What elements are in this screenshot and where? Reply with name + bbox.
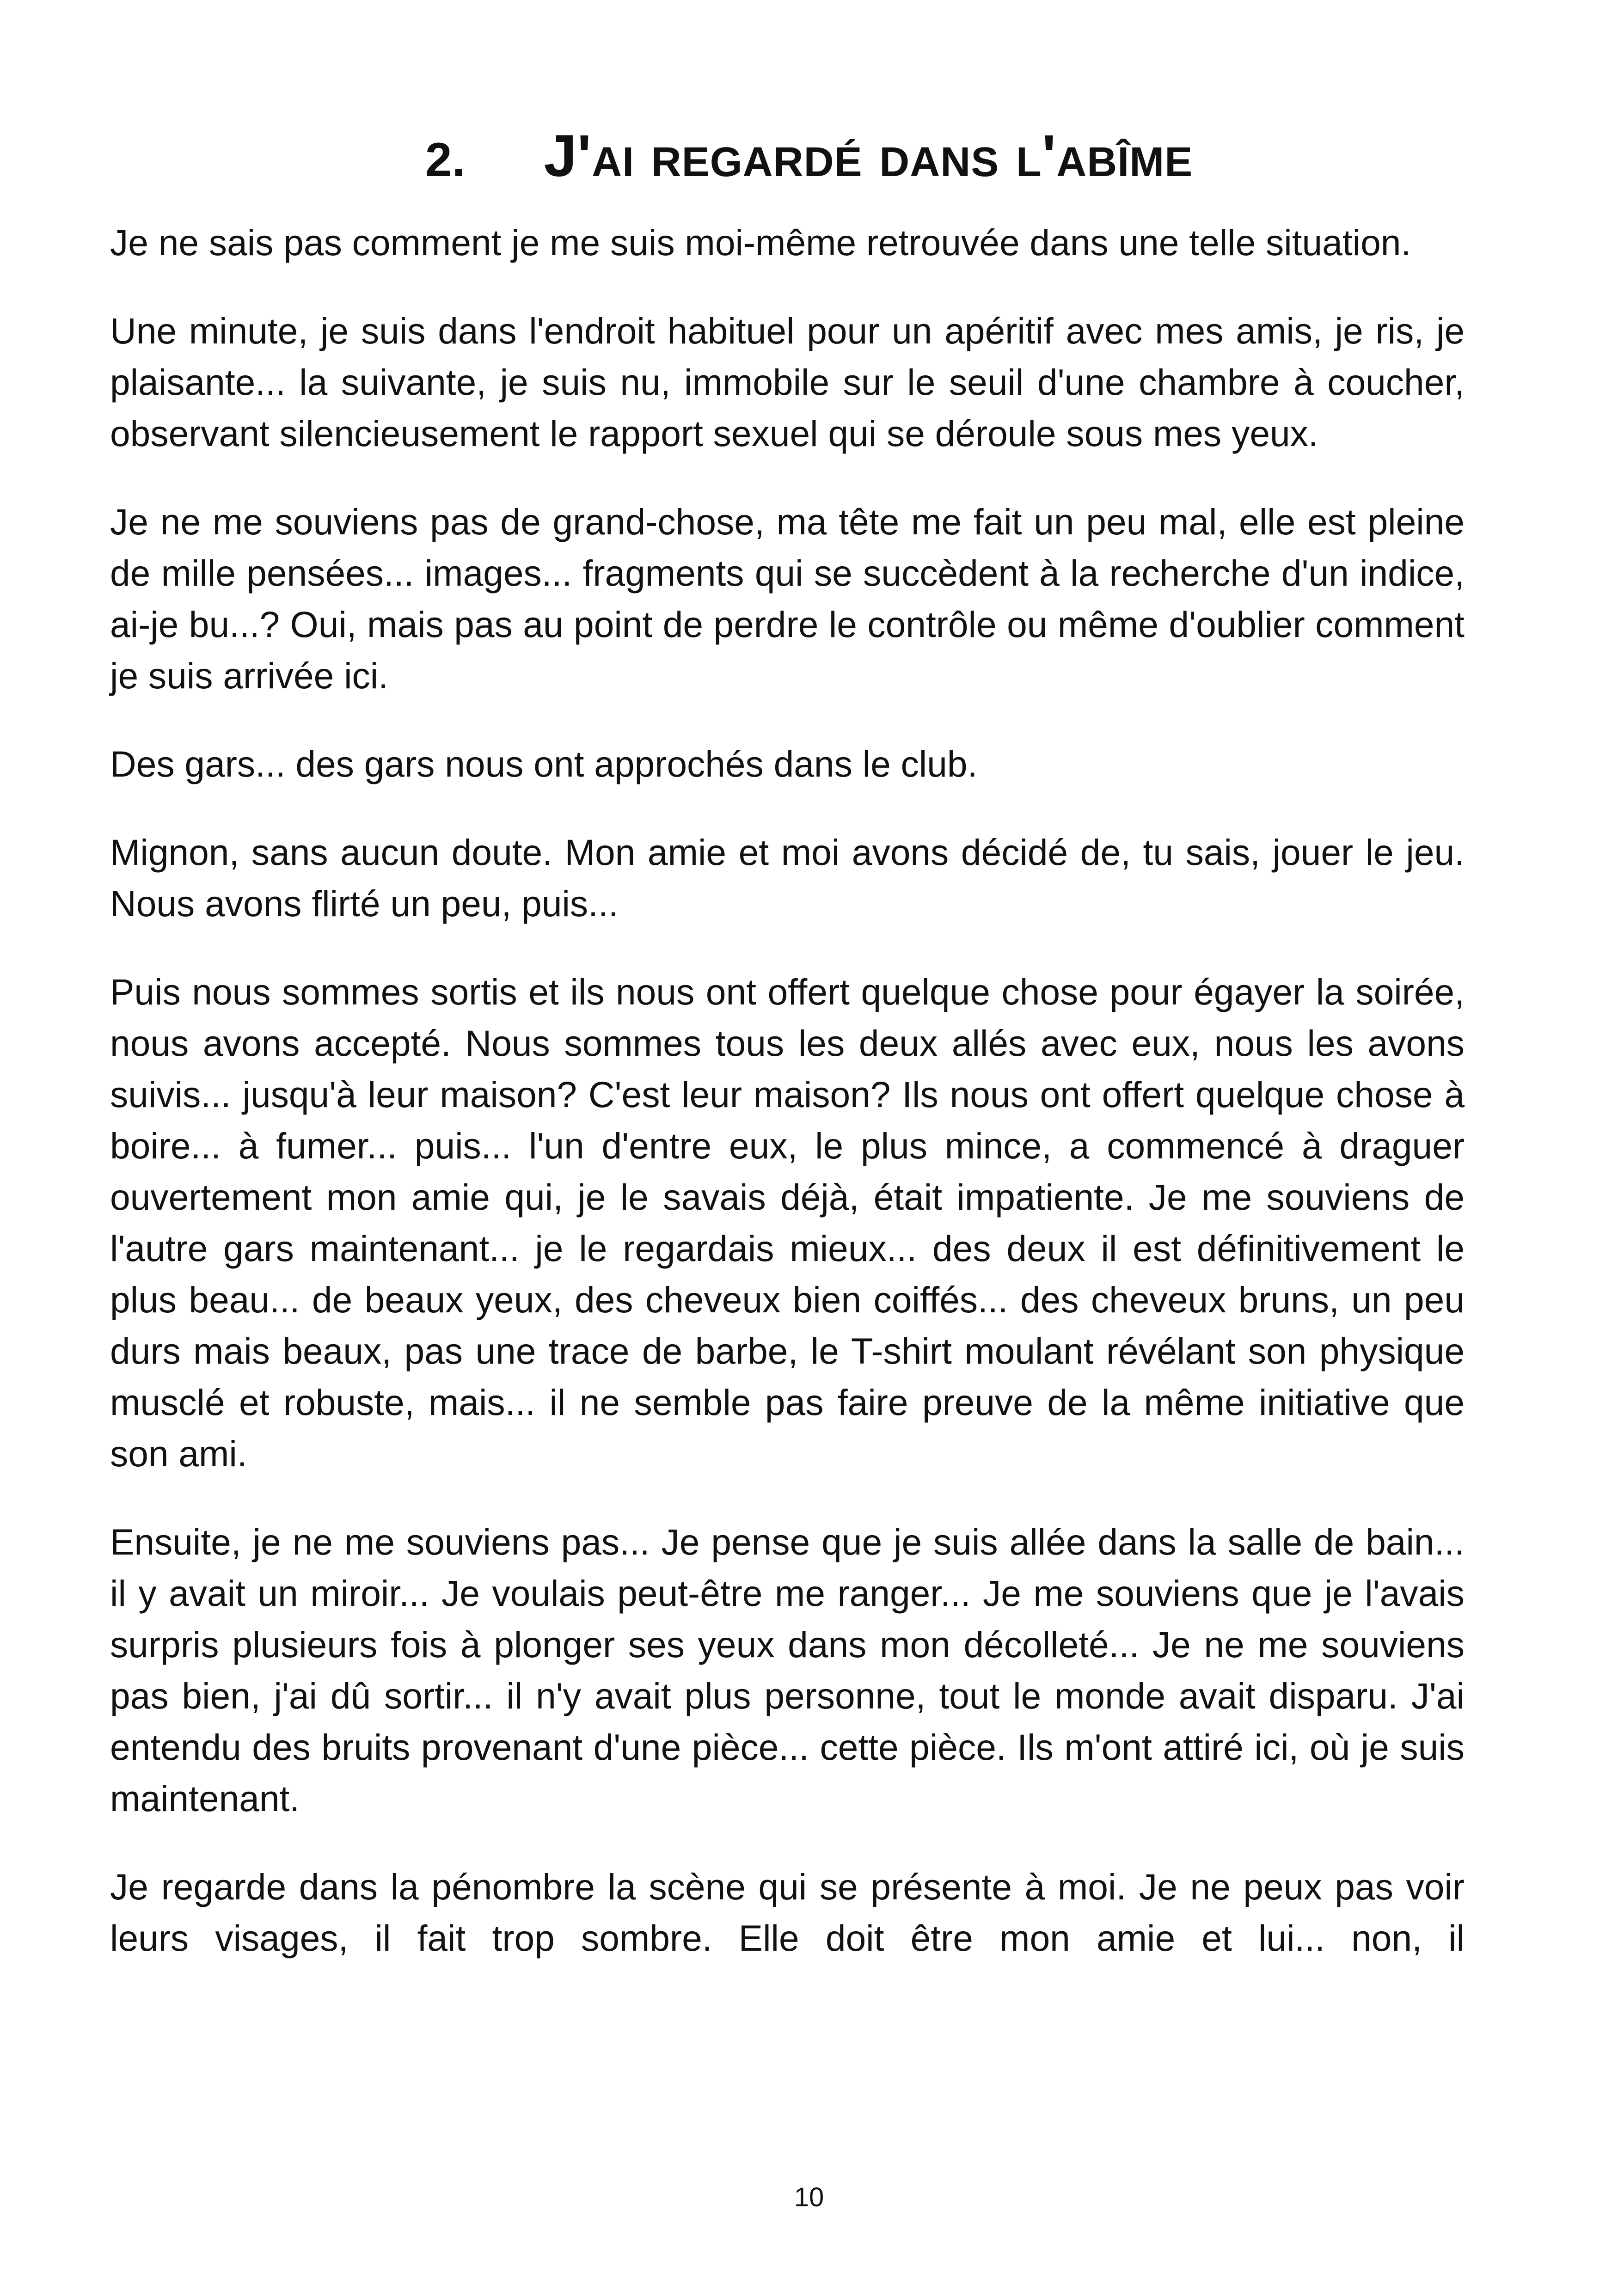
paragraph: Ensuite, je ne me souviens pas... Je pense que je suis allée dans la salle de bain... il y avait un miroir... Je voulais peut-être me ranger... Je me souviens que je l'avais surpris plusieurs fois à plonger ses yeux dans mon décolleté... Je ne me souviens pas bien, j'ai dû sortir... il n'y avait plus personne, tout le monde avait disparu. J'ai entendu des bruits provenant d'une pièce... cette pièce. Ils m'ont attiré ici, où je suis maintenant. — [110, 1522, 1465, 1819]
chapter-title: J'ai regardé dans l'abîme — [544, 123, 1193, 189]
paragraph: Je ne me souviens pas de grand-chose, ma tête me fait un peu mal, elle est pleine de mille pensées... images... fragments qui se succèdent à la recherche d'un indice, ai-je bu...? Oui, mais pas au point de perdre le contrôle ou même d'oublier comment je suis arrivée ici. — [110, 502, 1465, 696]
chapter-number: 2. — [425, 133, 466, 187]
chapter-heading — [0, 119, 1618, 197]
chapter-body — [110, 217, 1465, 2001]
paragraph: Des gars... des gars nous ont approchés dans le club. — [110, 744, 978, 784]
paragraph: Je ne sais pas comment je me suis moi-même retrouvée dans une telle situation. — [110, 222, 1411, 263]
page-number: 10 — [794, 2182, 824, 2212]
paragraph: Une minute, je suis dans l'endroit habituel pour un apéritif avec mes amis, je ris, je plaisante... la suivante, je suis nu, immobile sur le seuil d'une chambre à coucher, observant silencieusement le rapport sexuel qui se déroule sous mes yeux. — [110, 311, 1465, 454]
paragraph: Puis nous sommes sortis et ils nous ont offert quelque chose pour égayer la soirée, nous avons accepté. Nous sommes tous les deux allés avec eux, nous les avons suivis... jusqu'à leur maison? C'est leur maison? Ils nous ont offert quelque chose à boire... à fumer... puis... l'un d'entre eux, le plus mince, a commencé à draguer ouvertement mon amie qui, je le savais déjà, était impatiente. Je me souviens de l'autre gars maintenant... je le regardais mieux... des deux il est définitivement le plus beau... de beaux yeux, des cheveux bien coiffés... des cheveux bruns, un peu durs mais beaux, pas une trace de barbe, le T-shirt moulant révélant son physique musclé et robuste, mais... il ne semble pas faire preuve de la même initiative que son ami. — [110, 972, 1465, 1474]
paragraph: Mignon, sans aucun doute. Mon amie et moi avons décidé de, tu sais, jouer le jeu. Nous avons flirté un peu, puis... — [110, 832, 1465, 924]
paragraph: Je regarde dans la pénombre la scène qui se présente à moi. Je ne peux pas voir leurs visages, il fait trop sombre. Elle doit être mon amie et lui... non, il — [110, 1867, 1465, 1959]
